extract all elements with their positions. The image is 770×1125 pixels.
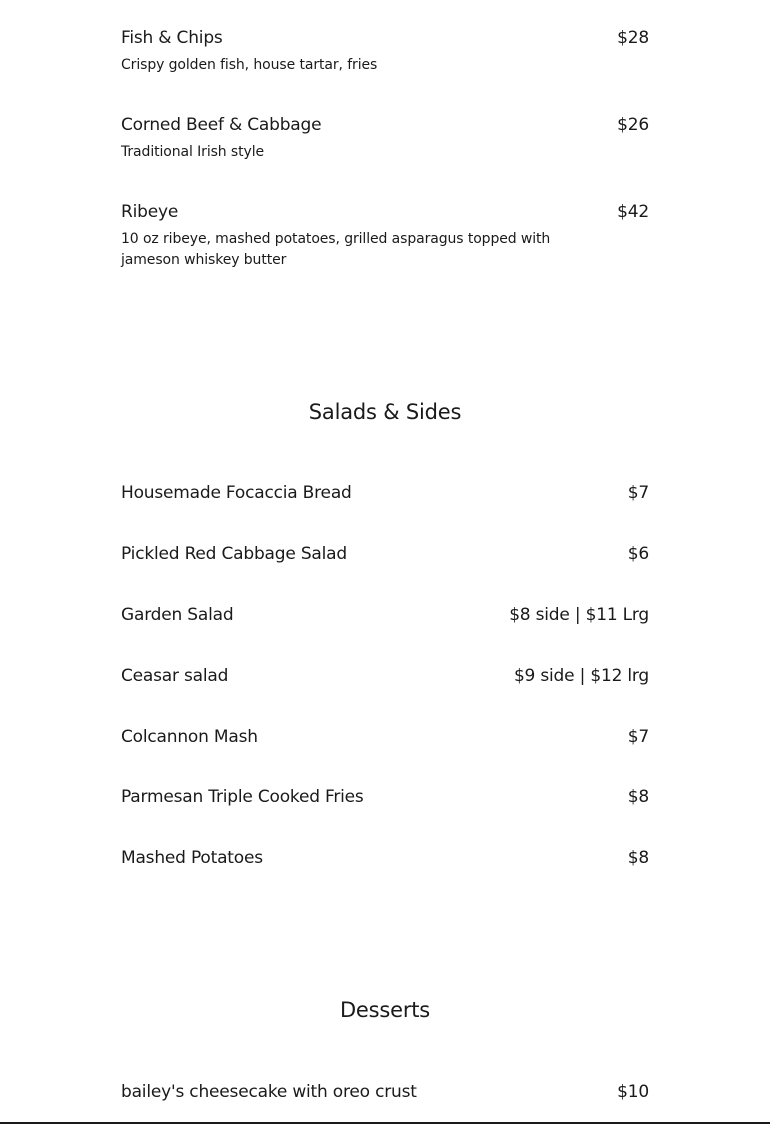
item-description: 10 oz ribeye, mashed potatoes, grilled asparagus topped with jameson whiskey butter: [121, 231, 551, 268]
item-price: $7: [627, 727, 649, 747]
item-description: Crispy golden fish, house tartar, fries: [121, 57, 378, 73]
item-name: Ribeye: [121, 202, 179, 222]
item-price: $42: [617, 202, 649, 222]
item-price: $6: [627, 544, 649, 564]
menu-item-cheesecake: [121, 1081, 649, 1103]
menu-item-corned-beef: [121, 114, 649, 163]
section-title-salads-sides: Salads & Sides: [308, 400, 462, 424]
item-price: $26: [617, 115, 649, 135]
bottom-divider: [0, 1122, 770, 1124]
item-price: $10: [617, 1082, 649, 1102]
menu-item-pickled-cabbage: [121, 543, 649, 565]
item-name: Pickled Red Cabbage Salad: [121, 544, 347, 564]
menu-item-fish-chips: [121, 27, 649, 76]
item-name: Fish & Chips: [121, 28, 223, 48]
menu-item-ceasar-salad: [121, 665, 649, 687]
menu-item-mashed-potatoes: [121, 847, 649, 869]
item-name: bailey's cheesecake with oreo crust: [121, 1082, 417, 1102]
item-price: $8: [627, 787, 649, 807]
menu-item-parmesan-fries: [121, 786, 649, 808]
item-description: Traditional Irish style: [121, 144, 265, 160]
menu-item-colcannon-mash: [121, 726, 649, 748]
item-name: Garden Salad: [121, 605, 234, 625]
item-name: Parmesan Triple Cooked Fries: [121, 787, 364, 807]
item-name: Ceasar salad: [121, 666, 229, 686]
item-price: $8 side | $11 Lrg: [509, 605, 649, 625]
item-price: $28: [617, 28, 649, 48]
item-name: Housemade Focaccia Bread: [121, 483, 352, 503]
item-name: Colcannon Mash: [121, 727, 258, 747]
menu-item-garden-salad: [121, 604, 649, 626]
item-name: Corned Beef & Cabbage: [121, 115, 322, 135]
item-name: Mashed Potatoes: [121, 848, 263, 868]
item-price: $7: [627, 483, 649, 503]
item-price: $9 side | $12 lrg: [513, 666, 649, 686]
menu-item-ribeye: [121, 201, 649, 271]
menu-item-focaccia: [121, 482, 649, 504]
section-title-desserts: Desserts: [339, 998, 431, 1022]
item-price: $8: [627, 848, 649, 868]
